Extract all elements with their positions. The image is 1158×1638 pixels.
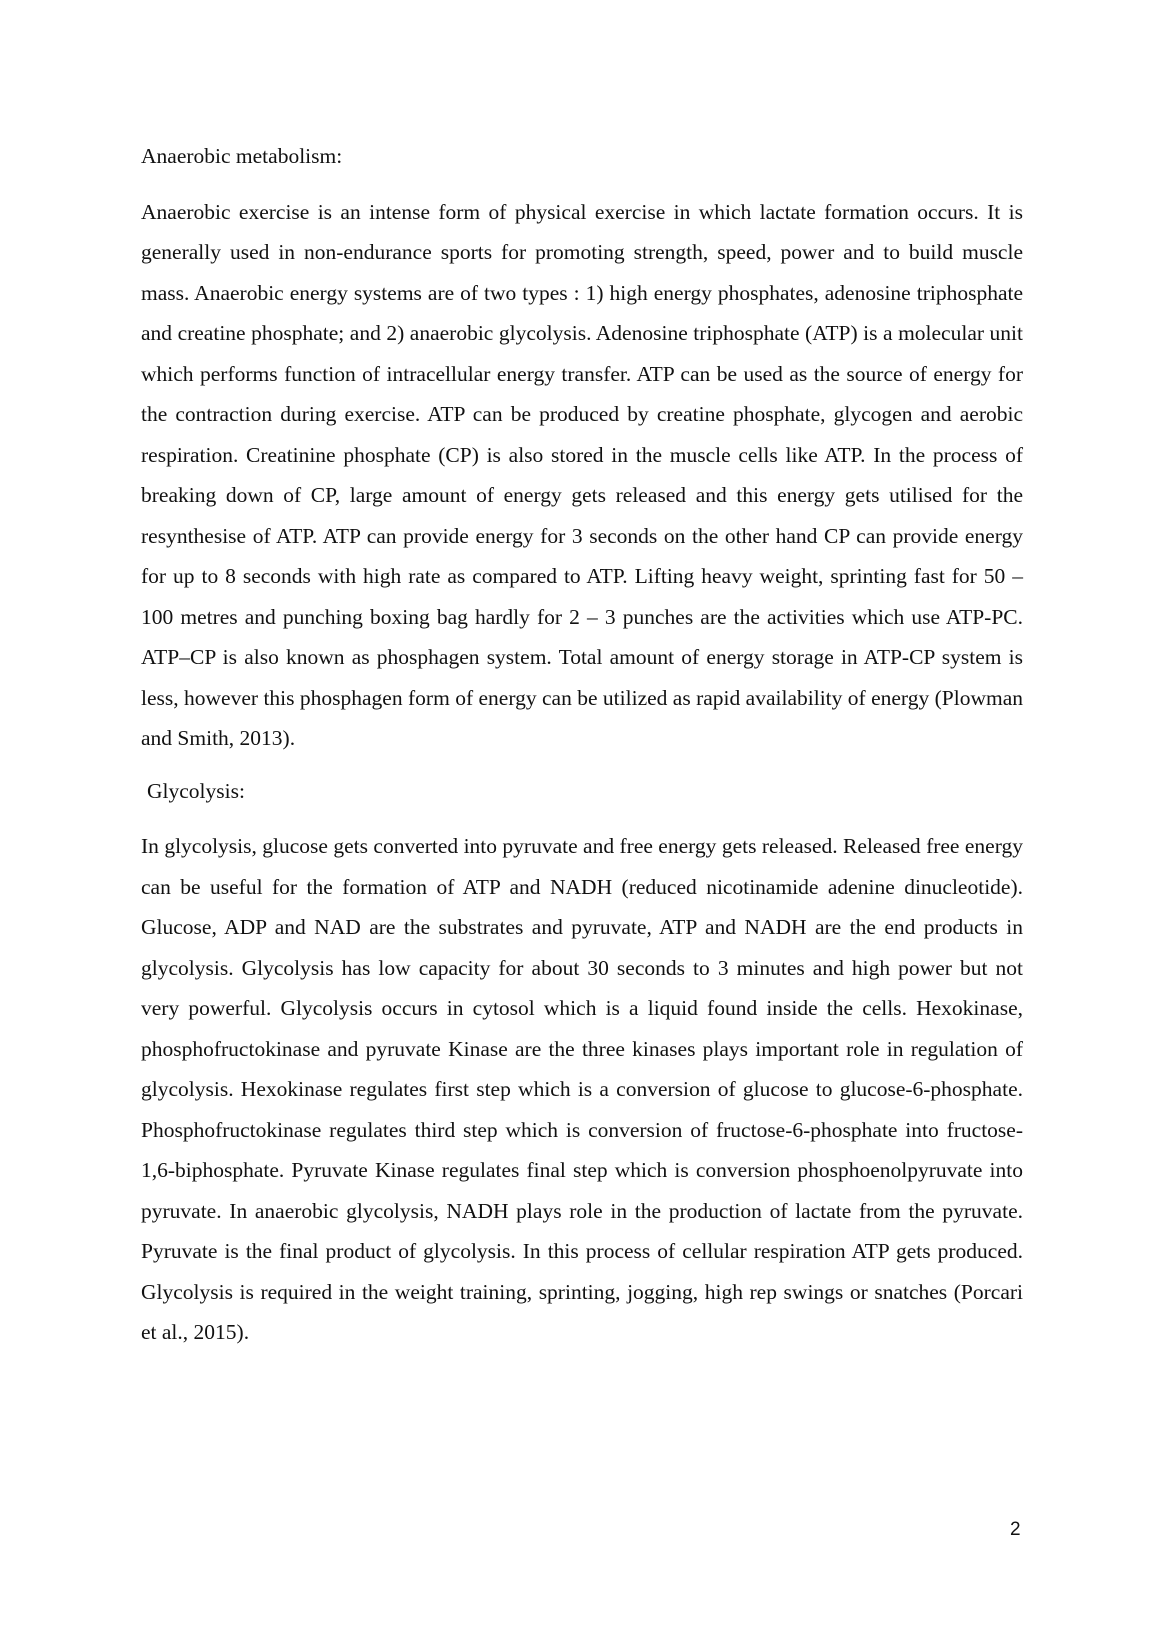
spacer xyxy=(141,811,1023,826)
spacer xyxy=(141,759,1023,771)
page-content xyxy=(141,136,1023,1353)
page-number: 2 xyxy=(1010,1519,1021,1540)
section-heading-anaerobic-metabolism: Anaerobic metabolism: xyxy=(141,144,343,168)
paragraph-glycolysis: In glycolysis, glucose gets converted into pyruvate and free energy gets released. Released free energy can be useful for the formation of ATP and NADH (reduced nicotinamide adenine dinucleotide). Glucose, ADP and NAD are the substrates and pyruvate, ATP and NADH are the end products in glycolysis. Glycolysis has low capacity for about 30 seconds to 3 minutes and high power but not very powerful. Glycolysis occurs in cytosol which is a liquid found inside the cells. Hexokinase, phosphofructokinase and pyruvate Kinase are the three kinases plays important role in regulation of glycolysis. Hexokinase regulates first step which is a conversion of glucose to glucose-6-phosphate. Phosphofructokinase regulates third step which is conversion of fructose-6-phosphate into fructose-1,6-biphosphate. Pyruvate Kinase regulates final step which is conversion phosphoenolpyruvate into pyruvate. In anaerobic glycolysis, NADH plays role in the production of lactate from the pyruvate. Pyruvate is the final product of glycolysis. In this process of cellular respiration ATP gets produced. Glycolysis is required in the weight training, sprinting, jogging, high rep swings or snatches (Porcari et al., 2015). xyxy=(141,834,1023,1344)
section-heading-glycolysis: Glycolysis: xyxy=(147,778,245,803)
spacer xyxy=(141,177,1023,192)
paragraph-anaerobic-metabolism: Anaerobic exercise is an intense form of physical exercise in which lactate formation occurs. It is generally used in non-endurance sports for promoting strength, speed, power and to build muscle mass. Anaerobic energy systems are of two types : 1) high energy phosphates, adenosine triphosphate and creatine phosphate; and 2) anaerobic glycolysis. Adenosine triphosphate (ATP) is a molecular unit which performs function of intracellular energy transfer. ATP can be used as the source of energy for the contraction during exercise. ATP can be produced by creatine phosphate, glycogen and aerobic respiration. Creatinine phosphate (CP) is also stored in the muscle cells like ATP. In the process of breaking down of CP, large amount of energy gets released and this energy gets utilised for the resynthesise of ATP. ATP can provide energy for 3 seconds on the other hand CP can provide energy for up to 8 seconds with high rate as compared to ATP. Lifting heavy weight, sprinting fast for 50 – 100 metres and punching boxing bag hardly for 2 – 3 punches are the activities which use ATP-PC. ATP–CP is also known as phosphagen system. Total amount of energy storage in ATP-CP system is less, however this phosphagen form of energy can be utilized as rapid availability of energy (Plowman and Smith, 2013). xyxy=(141,199,1023,750)
